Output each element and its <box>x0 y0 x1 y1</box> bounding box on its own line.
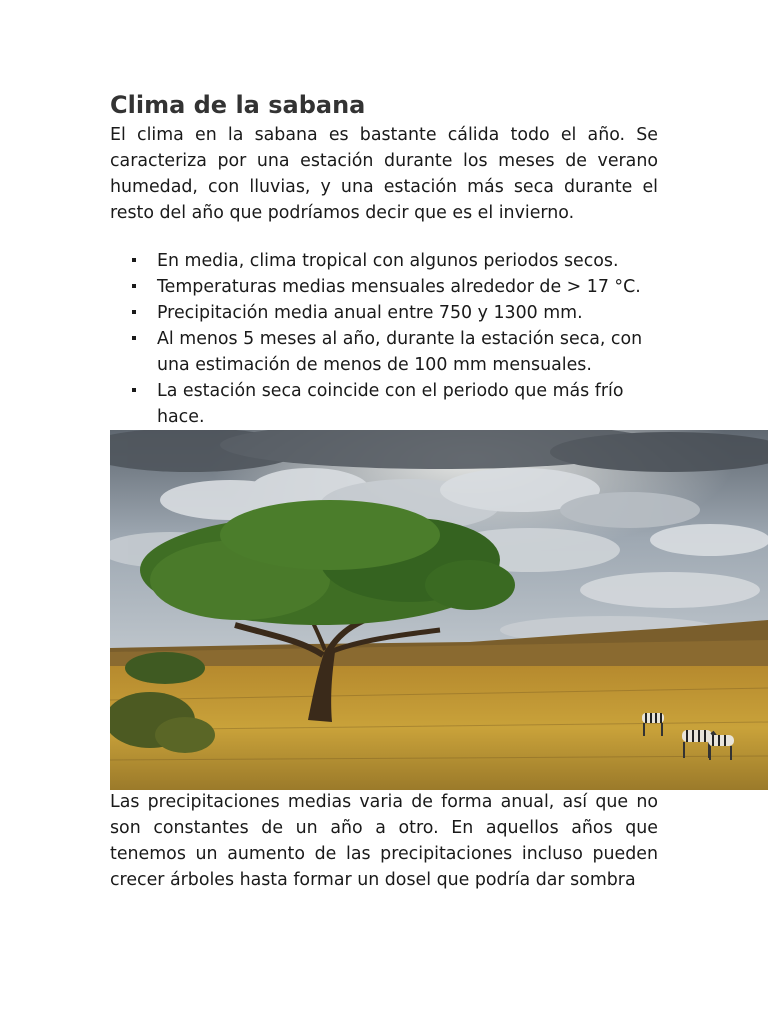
list-item <box>110 326 670 378</box>
climate-bullet-list <box>110 248 670 430</box>
list-item-text: Temperaturas medias mensuales alrededor de > 17 °C. <box>157 277 641 297</box>
list-item-text: Precipitación media anual entre 750 y 1300 mm. <box>157 303 583 323</box>
bullet-icon <box>132 284 136 288</box>
list-item-text: La estación seca coincide con el periodo que más frío hace. <box>157 381 624 427</box>
bullet-icon <box>132 388 136 392</box>
intro-paragraph: El clima en la sabana es bastante cálida todo el año. Se caracteriza por una estación durante los meses de verano humedad, con lluvias, y una estación más seca durante el resto del año que podríamos decir que es el invierno. <box>110 125 658 223</box>
list-item <box>110 274 670 300</box>
outro-paragraph: Las precipitaciones medias varia de forma anual, así que no son constantes de un año a otro. En aquellos años que tenemos un aumento de las precipitaciones incluso pueden crecer árboles hasta formar un dosel que podría dar sombra <box>110 792 658 890</box>
list-item <box>110 300 670 326</box>
list-item <box>110 248 670 274</box>
bullet-icon <box>132 258 136 262</box>
savanna-illustration <box>110 430 768 790</box>
bullet-icon <box>132 310 136 314</box>
list-item <box>110 378 670 430</box>
bullet-icon <box>132 336 136 340</box>
page-title: Clima de la sabana <box>110 91 366 119</box>
list-item-text: En media, clima tropical con algunos periodos secos. <box>157 251 619 271</box>
savanna-photo <box>110 430 768 790</box>
list-item-text: Al menos 5 meses al año, durante la estación seca, con una estimación de menos de 100 mm mensuales. <box>157 329 643 375</box>
